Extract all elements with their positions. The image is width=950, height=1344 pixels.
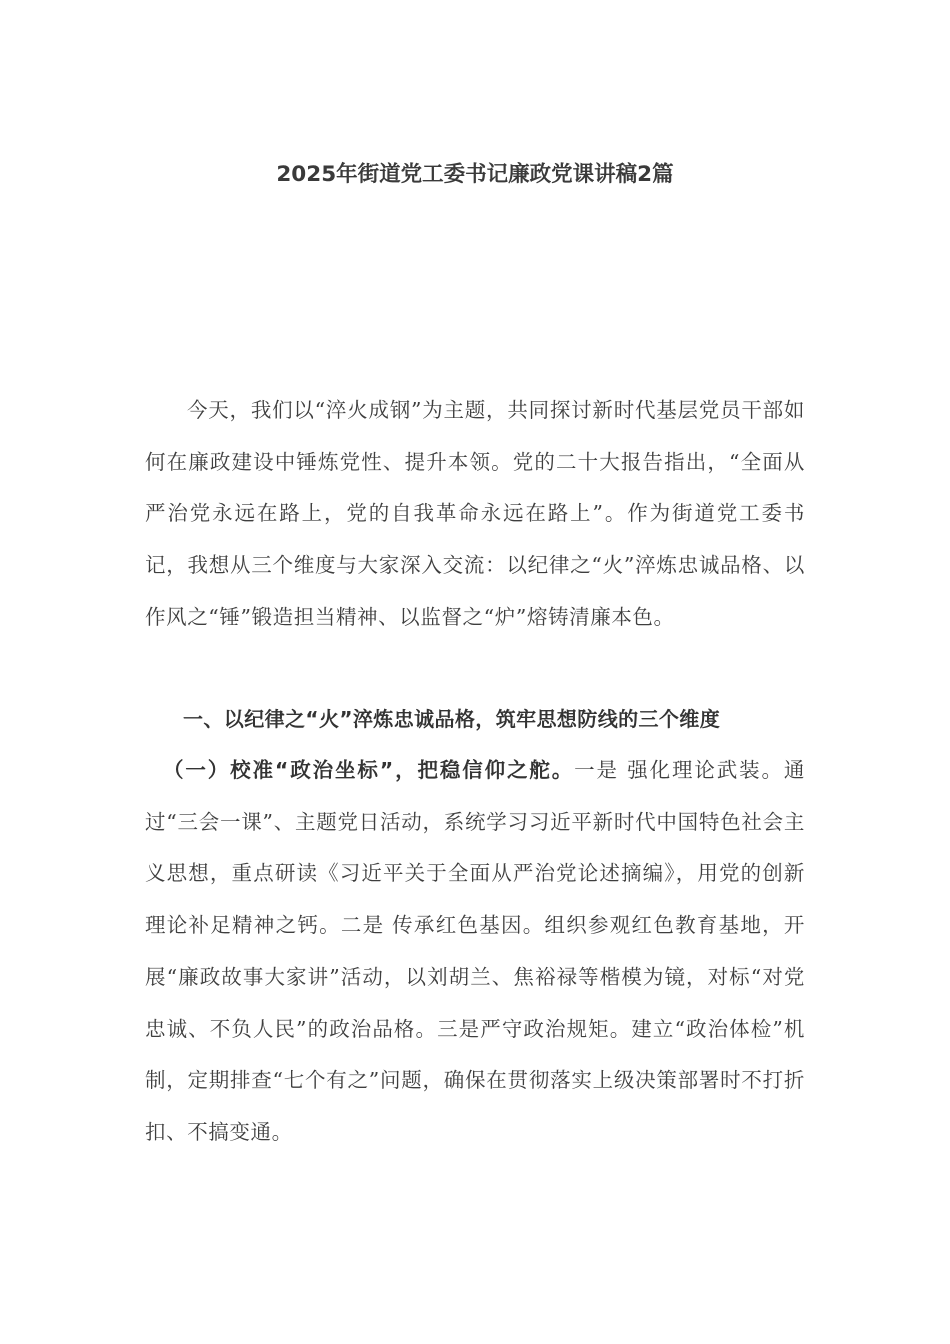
document-title: 2025年街道党工委书记廉政党课讲稿2篇	[276, 162, 674, 187]
subsection-paragraph-1	[145, 745, 805, 1159]
subsection-body: 一是 强化理论武装。通过“三会一课”、主题党日活动，系统学习习近平新时代中国特色社会主义思想，重点研读《习近平关于全面从严治党论述摘编》，用党的创新理论补足精神之钙。二是 传承红色基因。组织参观红色教育基地，开展“廉政故事大家讲”活动，以刘胡兰、焦裕禄等楷模为镜，对标“对党忠诚、不负人民”的政治品格。三是严守政治规矩。建立“政治体检”机制，定期排查“七个有之”问题，确保在贯彻落实上级决策部署时不打折扣、不搞变通。	[145, 758, 805, 1144]
intro-paragraph: 今天，我们以“淬火成钢”为主题，共同探讨新时代基层党员干部如何在廉政建设中锤炼党性、提升本领。党的二十大报告指出，“全面从严治党永远在路上，党的自我革命永远在路上”。作为街道党工委书记，我想从三个维度与大家深入交流：以纪律之“火”淬炼忠诚品格、以作风之“锤”锻造担当精神、以监督之“炉”熔铸清廉本色。	[145, 398, 805, 629]
subsection-lead: （一）校准“政治坐标”，把稳信仰之舵。	[163, 758, 575, 782]
section-heading-1: 一、以纪律之“火”淬炼忠诚品格，筑牢思想防线的三个维度	[183, 707, 721, 731]
